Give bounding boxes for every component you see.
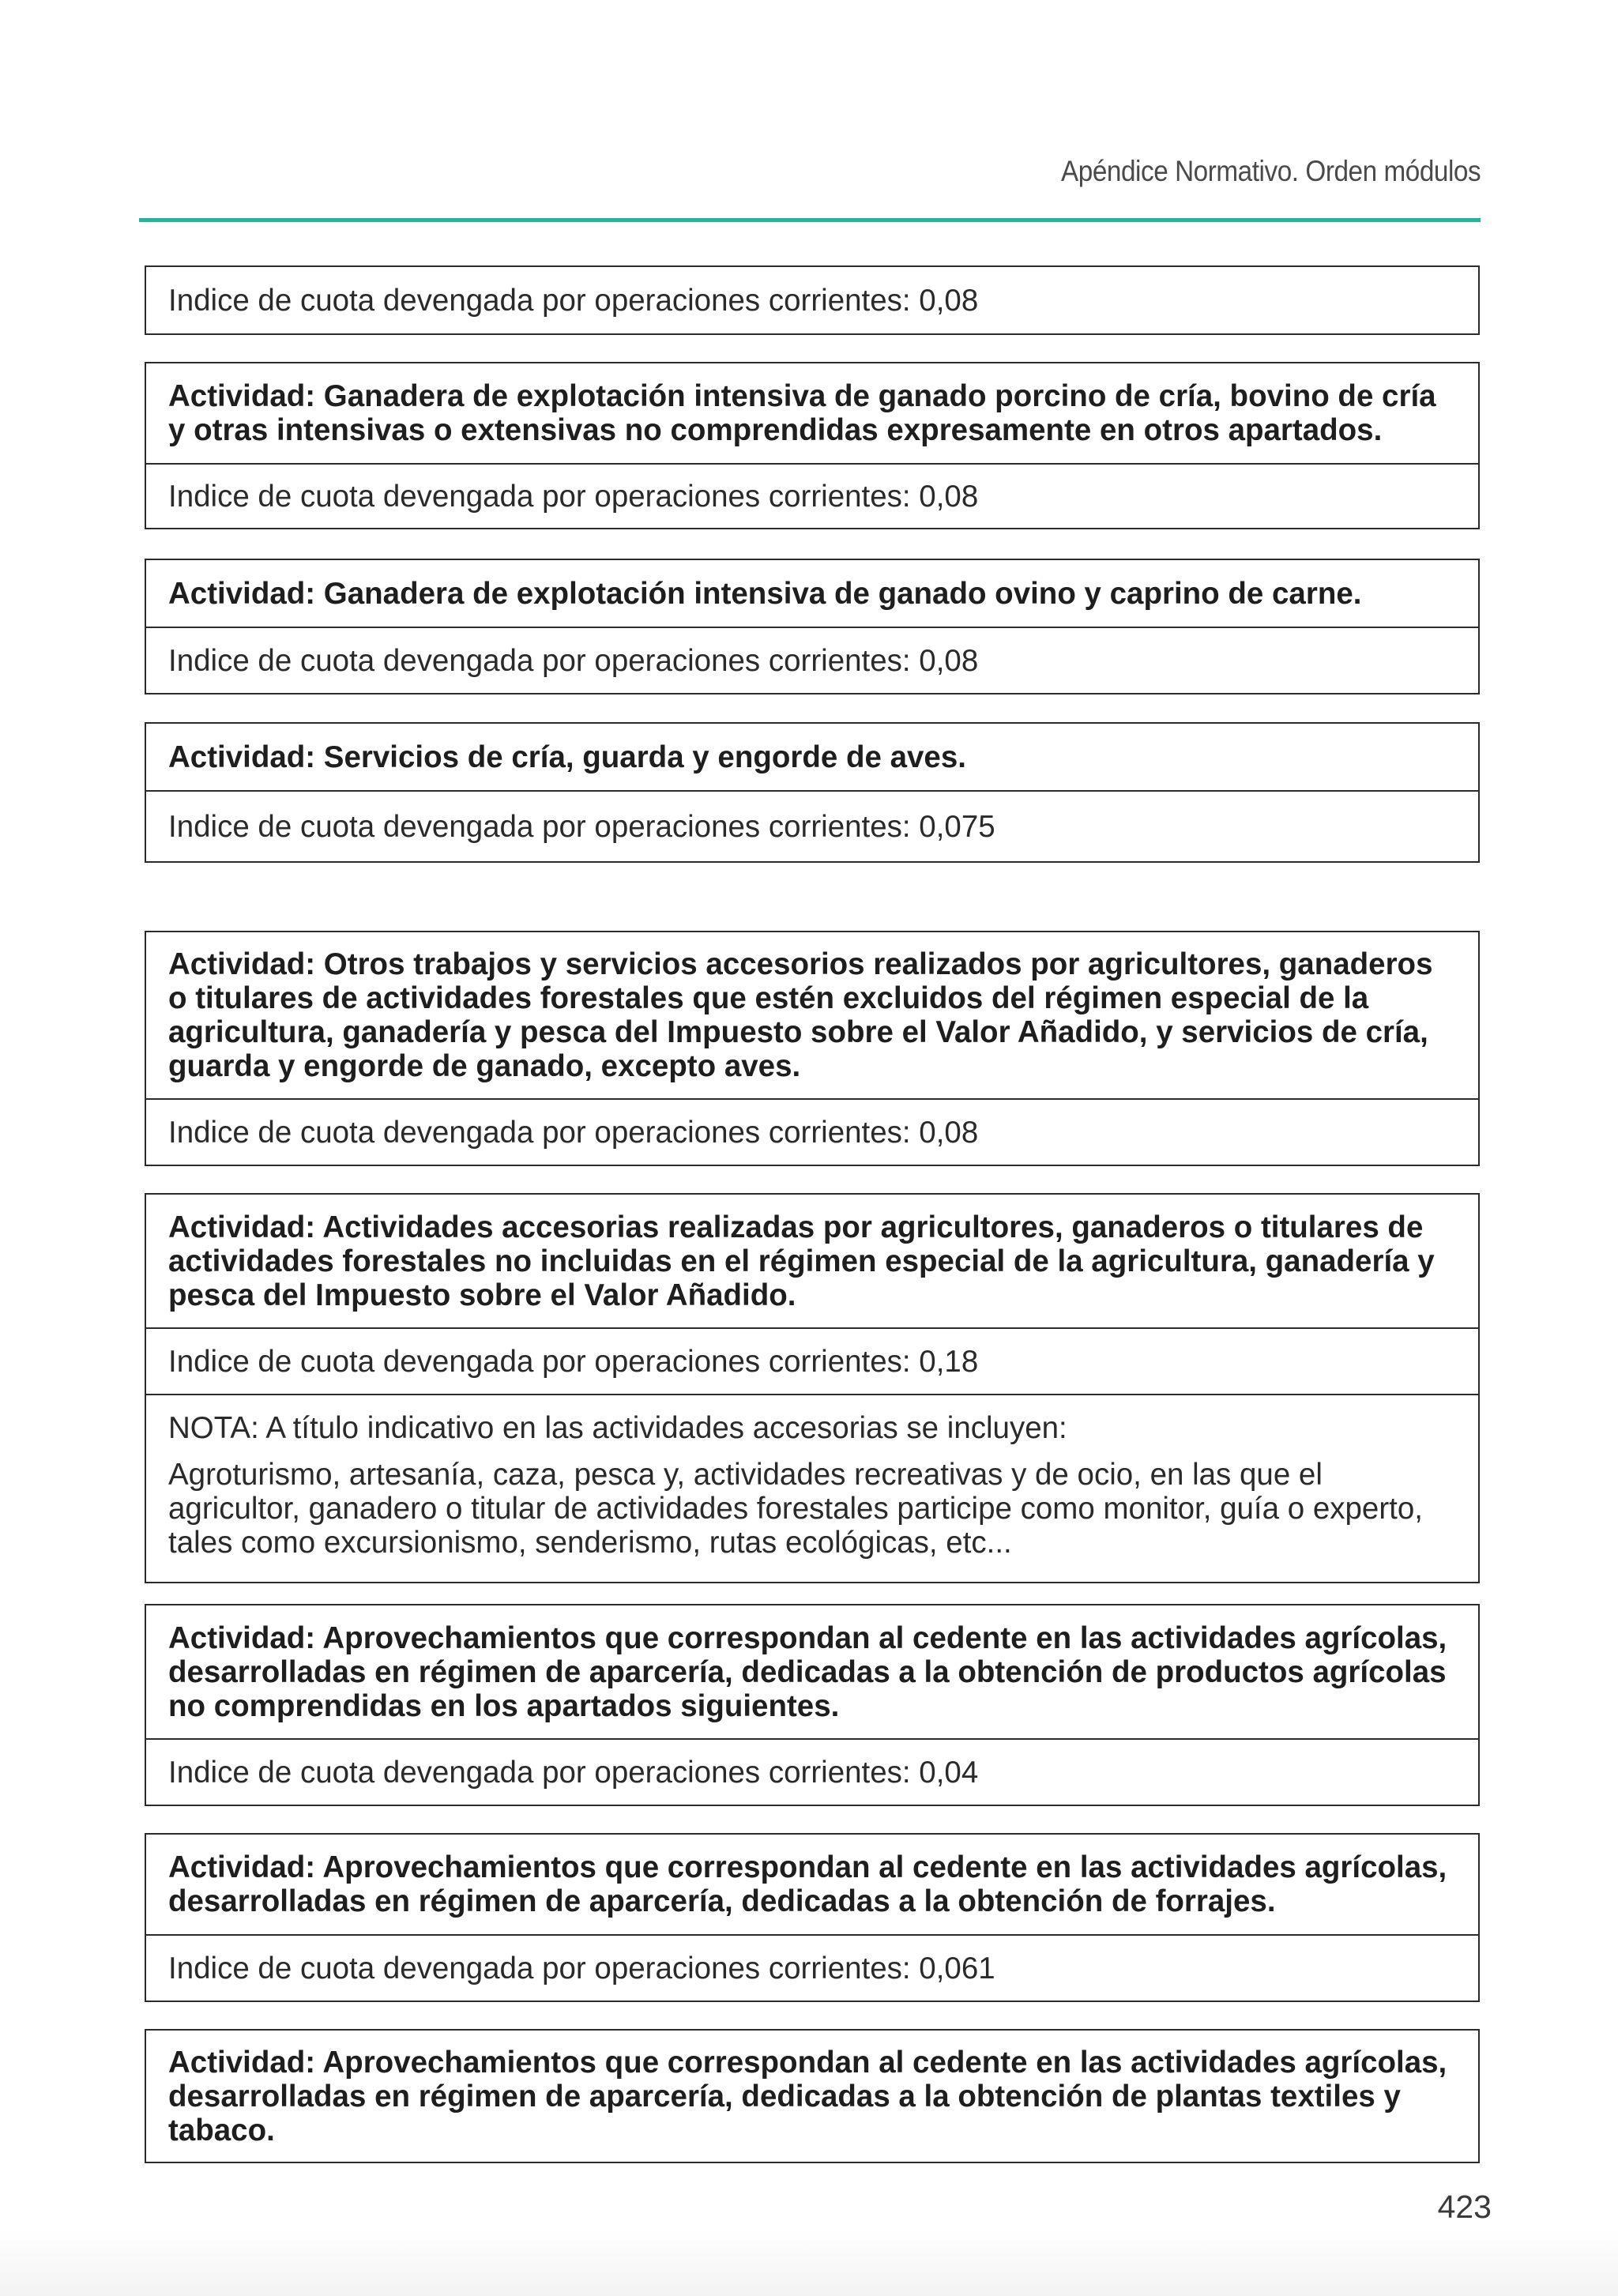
- activity-title: Actividad: Aprovechamientos que correspondan al cedente en las actividades agrícolas, desarrolladas en régimen de aparcería, dedicadas a la obtención de plantas textiles y tabaco.: [168, 2045, 1447, 2147]
- page-bottom-shade: [0, 2228, 1618, 2296]
- activity-block: [145, 1193, 1480, 1583]
- note-section: [146, 1394, 1478, 1582]
- activity-title: Actividad: Ganadera de explotación intensiva de ganado porcino de cría, bovino de cría y otras intensivas o extensivas no comprendidas expresamente en otros apartados.: [168, 379, 1436, 447]
- index-row: Indice de cuota devengada por operaciones corrientes: 0,08: [168, 283, 979, 318]
- index-row: Indice de cuota devengada por operaciones corrientes: 0,08: [146, 1098, 1478, 1165]
- activity-title: Actividad: Aprovechamientos que correspondan al cedente en las actividades agrícolas, desarrolladas en régimen de aparcería, dedicadas a la obtención de forrajes.: [168, 1850, 1447, 1918]
- running-header-title: Apéndice Normativo. Orden módulos: [1060, 155, 1481, 187]
- activity-block: [145, 1833, 1480, 2002]
- activity-block: [145, 2029, 1480, 2163]
- activity-title: Actividad: Otros trabajos y servicios accesorios realizados por agricultores, ganaderos o titulares de actividades forestales que estén excluidos del régimen especial de la agricultura, ganadería y pesca del Impuesto sobre el Valor Añadido, y servicios de cría, guarda y engorde de ganado, excepto aves.: [168, 947, 1433, 1083]
- header-rule: [139, 218, 1481, 222]
- index-row: Indice de cuota devengada por operaciones corrientes: 0,075: [146, 790, 1478, 861]
- index-row: Indice de cuota devengada por operaciones corrientes: 0,04: [146, 1738, 1478, 1805]
- activity-title: Actividad: Actividades accesorias realizadas por agricultores, ganaderos o titulares de actividades forestales no incluidas en el régimen especial de la agricultura, ganadería y pesca del Impuesto sobre el Valor Añadido.: [168, 1210, 1435, 1312]
- activity-title: Actividad: Ganadera de explotación intensiva de ganado ovino y caprino de carne.: [168, 576, 1362, 611]
- activity-title: Actividad: Aprovechamientos que correspondan al cedente en las actividades agrícolas, desarrolladas en régimen de aparcería, dedicadas a la obtención de productos agrícolas no comprendidas en los apartados siguientes.: [168, 1620, 1447, 1723]
- activity-block: [145, 265, 1480, 335]
- activity-title: Actividad: Servicios de cría, guarda y engorde de aves.: [168, 740, 966, 774]
- index-row: Indice de cuota devengada por operaciones corrientes: 0,061: [146, 1934, 1478, 2001]
- index-row: Indice de cuota devengada por operaciones corrientes: 0,08: [146, 627, 1478, 693]
- activity-block: [145, 1604, 1480, 1806]
- activity-block: [145, 362, 1480, 529]
- activity-block: [145, 931, 1480, 1166]
- page-number: 423: [1437, 2189, 1492, 2225]
- note-title: NOTA: A título indicativo en las actividades accesorias se incluyen:: [168, 1411, 1067, 1445]
- note-body: Agroturismo, artesanía, caza, pesca y, actividades recreativas y de ocio, en las que el agricultor, ganadero o titular de actividades forestales participe como monitor, guía o experto, tales como excursionismo, senderismo, rutas ecológicas, etc...: [168, 1458, 1423, 1560]
- index-row: Indice de cuota devengada por operaciones corrientes: 0,18: [146, 1327, 1478, 1394]
- activity-block: [145, 722, 1480, 863]
- index-row: Indice de cuota devengada por operaciones corrientes: 0,08: [146, 463, 1478, 528]
- activity-block: [145, 559, 1480, 694]
